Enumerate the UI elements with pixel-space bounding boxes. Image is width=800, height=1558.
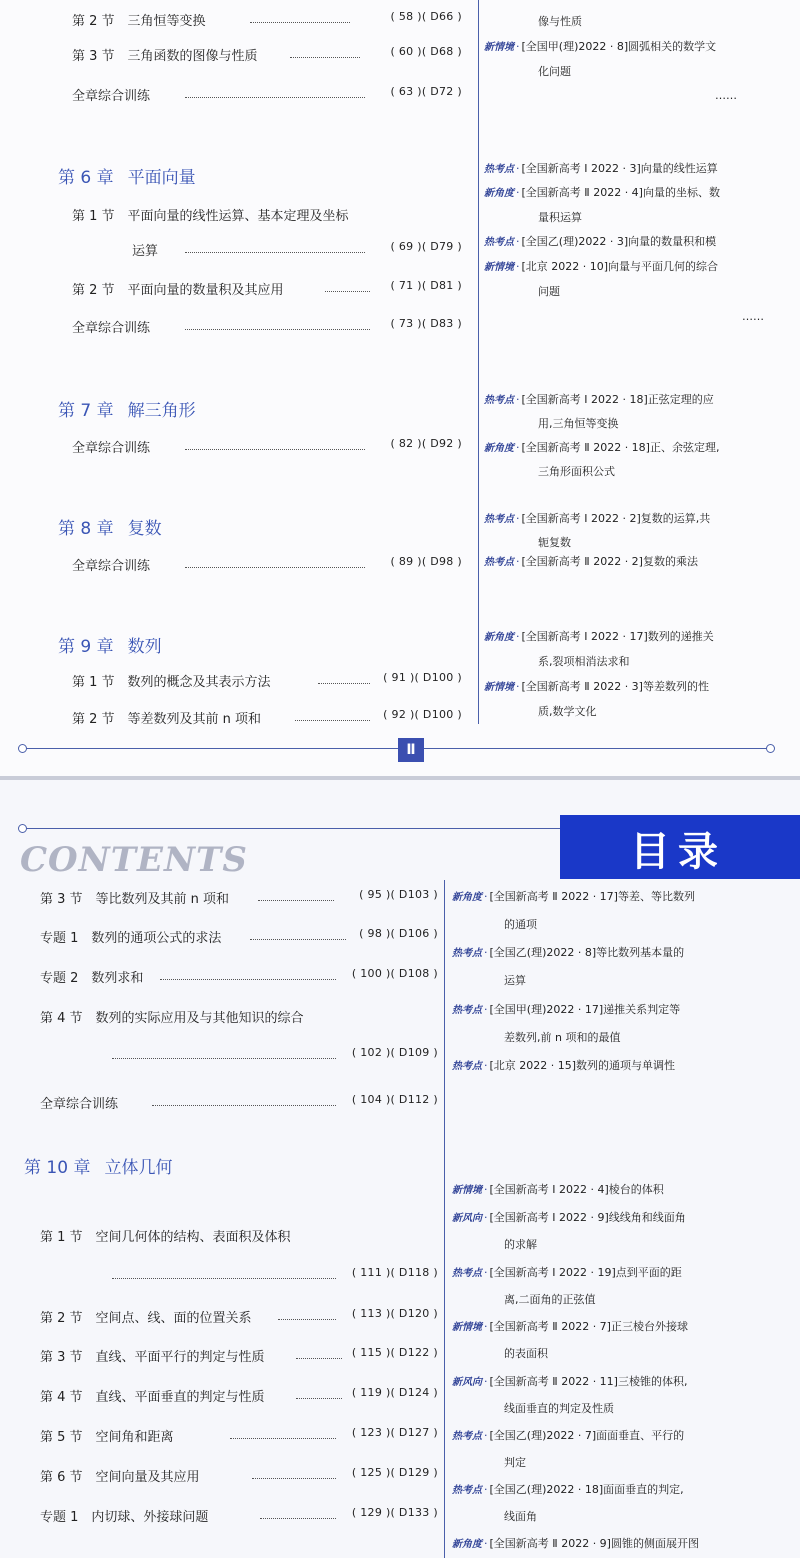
dot-leader bbox=[112, 1278, 336, 1279]
entry-pages: ( 63 )( D72 ) bbox=[390, 85, 462, 98]
tag-new-scene: 新情境 bbox=[484, 262, 514, 273]
entry-label: 第 3 节 等比数列及其前 n 项和 bbox=[40, 892, 230, 907]
exam-note: 像与性质 bbox=[538, 15, 582, 28]
chapter-title: 立体几何 bbox=[104, 1158, 173, 1178]
header-rule bbox=[22, 828, 578, 829]
dot-leader bbox=[296, 1398, 342, 1399]
tag-new-angle: 新角度 bbox=[452, 892, 482, 903]
exam-note: 三角形面积公式 bbox=[538, 465, 615, 478]
entry-label: 专题 1 内切球、外接球问题 bbox=[40, 1510, 209, 1525]
toc-entry[interactable] bbox=[0, 1466, 470, 1488]
chapter-number: 第 9 章 bbox=[58, 637, 114, 657]
tag-new-scene: 新情境 bbox=[452, 1322, 482, 1333]
toc-entry[interactable] bbox=[0, 317, 470, 339]
entry-pages: ( 89 )( D98 ) bbox=[390, 555, 462, 568]
column-divider bbox=[478, 0, 479, 724]
exam-note: 化问题 bbox=[538, 65, 571, 78]
entry-label: 第 1 节 平面向量的线性运算、基本定理及坐标 bbox=[72, 209, 349, 224]
exam-note: …… bbox=[715, 89, 737, 102]
exam-note: 线面垂直的判定及性质 bbox=[504, 1402, 614, 1415]
entry-pages: ( 60 )( D68 ) bbox=[390, 45, 462, 58]
exam-note: 热考点 · [全国乙(理)2022 · 8]等比数列基本量的 bbox=[452, 946, 685, 959]
exam-note: 新风向 · [全国新高考 Ⅱ 2022 · 11]三棱锥的体积, bbox=[452, 1375, 688, 1388]
toc-entry[interactable] bbox=[0, 279, 470, 301]
exam-note: 线面角 bbox=[504, 1510, 537, 1523]
tag-new-wind: 新风向 bbox=[452, 1213, 482, 1224]
chapter-title: 平面向量 bbox=[127, 168, 196, 188]
entry-pages: ( 115 )( D122 ) bbox=[351, 1346, 438, 1359]
tag-hot: 热考点 bbox=[484, 514, 514, 525]
toc-entry[interactable] bbox=[0, 1007, 470, 1029]
entry-pages: ( 71 )( D81 ) bbox=[390, 279, 462, 292]
toc-entry[interactable] bbox=[0, 1266, 470, 1288]
exam-note: 热考点 · [全国新高考 Ⅰ 2022 · 3]向量的线性运算 bbox=[484, 162, 718, 175]
entry-pages: ( 102 )( D109 ) bbox=[351, 1046, 438, 1059]
exam-note: 热考点 · [全国乙(理)2022 · 18]面面垂直的判定, bbox=[452, 1483, 684, 1496]
entry-pages: ( 73 )( D83 ) bbox=[390, 317, 462, 330]
toc-entry[interactable] bbox=[0, 1426, 470, 1448]
dot-leader bbox=[230, 1438, 336, 1439]
chapter-title: 数列 bbox=[127, 637, 162, 657]
chapter-heading[interactable] bbox=[58, 396, 196, 421]
toc-entry[interactable] bbox=[0, 671, 470, 693]
entry-label: 第 2 节 平面向量的数量积及其应用 bbox=[72, 283, 284, 298]
toc-entry[interactable] bbox=[0, 555, 470, 577]
banner-title: 目录 bbox=[630, 829, 726, 875]
toc-entry[interactable] bbox=[0, 85, 470, 107]
toc-page-bottom bbox=[0, 780, 800, 1558]
exam-note: 的通项 bbox=[504, 918, 537, 931]
toc-entry[interactable] bbox=[0, 1093, 470, 1115]
tag-new-angle: 新角度 bbox=[484, 443, 514, 454]
dot-leader bbox=[160, 979, 336, 980]
exam-note: 差数列,前 n 项和的最值 bbox=[504, 1031, 621, 1044]
entry-pages: ( 95 )( D103 ) bbox=[359, 888, 438, 901]
entry-label: 第 1 节 空间几何体的结构、表面积及体积 bbox=[40, 1230, 291, 1245]
toc-entry[interactable] bbox=[0, 1506, 470, 1528]
chapter-heading[interactable] bbox=[58, 163, 196, 188]
dot-leader bbox=[325, 291, 370, 292]
entry-label: 全章综合训练 bbox=[40, 1097, 119, 1112]
toc-entry[interactable] bbox=[0, 1046, 470, 1068]
entry-pages: ( 100 )( D108 ) bbox=[351, 967, 438, 980]
exam-note: 新风向 · [全国新高考 Ⅰ 2022 · 9]线线角和线面角 bbox=[452, 1211, 686, 1224]
dot-leader bbox=[258, 900, 334, 901]
toc-entry[interactable] bbox=[0, 437, 470, 459]
exam-note: 热考点 · [全国新高考 Ⅰ 2022 · 19]点到平面的距 bbox=[452, 1266, 682, 1279]
dot-leader bbox=[185, 97, 365, 98]
tag-new-wind: 新风向 bbox=[452, 1377, 482, 1388]
entry-label: 全章综合训练 bbox=[72, 441, 151, 456]
exam-note: 的求解 bbox=[504, 1238, 537, 1251]
dot-leader bbox=[185, 329, 370, 330]
dot-leader bbox=[185, 449, 365, 450]
chapter-heading[interactable] bbox=[58, 632, 162, 657]
exam-note: 热考点 · [全国甲(理)2022 · 17]递推关系判定等 bbox=[452, 1003, 681, 1016]
tag-new-scene: 新情境 bbox=[484, 42, 514, 53]
dot-leader bbox=[250, 939, 346, 940]
toc-entry[interactable] bbox=[0, 927, 470, 949]
exam-note: 质,数学文化 bbox=[538, 705, 597, 718]
toc-entry[interactable] bbox=[0, 240, 470, 262]
exam-note: 离,二面角的正弦值 bbox=[504, 1293, 596, 1306]
dot-leader bbox=[295, 720, 370, 721]
toc-entry[interactable] bbox=[0, 888, 470, 910]
chapter-number: 第 6 章 bbox=[58, 168, 114, 188]
entry-pages: ( 113 )( D120 ) bbox=[351, 1307, 438, 1320]
entry-label: 专题 2 数列求和 bbox=[40, 971, 144, 986]
exam-note: 新情境 · [全国新高考 Ⅰ 2022 · 4]棱台的体积 bbox=[452, 1183, 664, 1196]
exam-note: 量积运算 bbox=[538, 211, 582, 224]
tag-new-scene: 新情境 bbox=[452, 1185, 482, 1196]
tag-hot: 热考点 bbox=[452, 1061, 482, 1072]
rule-end-ring bbox=[18, 744, 27, 753]
exam-note: 轭复数 bbox=[538, 536, 571, 549]
chapter-number: 第 10 章 bbox=[24, 1158, 91, 1178]
entry-pages: ( 82 )( D92 ) bbox=[390, 437, 462, 450]
chapter-heading[interactable] bbox=[24, 1153, 172, 1178]
exam-note: 热考点 · [全国新高考 Ⅰ 2022 · 18]正弦定理的应 bbox=[484, 393, 714, 406]
entry-pages: ( 92 )( D100 ) bbox=[383, 708, 462, 721]
toc-entry[interactable] bbox=[0, 1226, 470, 1248]
entry-label: 第 2 节 三角恒等变换 bbox=[72, 14, 206, 29]
entry-pages: ( 123 )( D127 ) bbox=[351, 1426, 438, 1439]
exam-note: 热考点 · [全国新高考 Ⅱ 2022 · 2]复数的乘法 bbox=[484, 555, 698, 568]
dot-leader bbox=[260, 1518, 336, 1519]
exam-note: 热考点 · [北京 2022 · 15]数列的通项与单调性 bbox=[452, 1059, 676, 1072]
entry-label: 全章综合训练 bbox=[72, 559, 151, 574]
tag-hot: 热考点 bbox=[452, 1485, 482, 1496]
exam-note: 问题 bbox=[538, 285, 560, 298]
exam-note: 新情境 · [全国甲(理)2022 · 8]圆弧相关的数学文 bbox=[484, 40, 717, 53]
entry-pages: ( 98 )( D106 ) bbox=[359, 927, 438, 940]
dot-leader bbox=[152, 1105, 336, 1106]
entry-label: 第 4 节 直线、平面垂直的判定与性质 bbox=[40, 1390, 265, 1405]
tag-hot: 热考点 bbox=[452, 1431, 482, 1442]
toc-entry[interactable] bbox=[0, 1307, 470, 1329]
dot-leader bbox=[250, 22, 350, 23]
tag-hot: 热考点 bbox=[484, 557, 514, 568]
entry-label: 第 2 节 等差数列及其前 n 项和 bbox=[72, 712, 262, 727]
exam-note: 热考点 · [全国乙(理)2022 · 3]向量的数量积和模 bbox=[484, 235, 717, 248]
entry-label: 第 2 节 空间点、线、面的位置关系 bbox=[40, 1311, 252, 1326]
exam-note: 新角度 · [全国新高考 Ⅱ 2022 · 4]向量的坐标、数 bbox=[484, 186, 720, 199]
entry-pages: ( 91 )( D100 ) bbox=[383, 671, 462, 684]
dot-leader bbox=[185, 567, 365, 568]
entry-pages: ( 129 )( D133 ) bbox=[351, 1506, 438, 1519]
dot-leader bbox=[290, 57, 360, 58]
chapter-heading[interactable] bbox=[58, 514, 162, 539]
entry-label: 全章综合训练 bbox=[72, 89, 151, 104]
exam-note: 热考点 · [全国乙(理)2022 · 7]面面垂直、平行的 bbox=[452, 1429, 685, 1442]
toc-entry[interactable] bbox=[0, 205, 470, 227]
toc-entry[interactable] bbox=[0, 1346, 470, 1368]
exam-note: 热考点 · [全国新高考 Ⅰ 2022 · 2]复数的运算,共 bbox=[484, 512, 711, 525]
chapter-number: 第 8 章 bbox=[58, 519, 114, 539]
entry-label: 第 3 节 直线、平面平行的判定与性质 bbox=[40, 1350, 265, 1365]
tag-hot: 热考点 bbox=[484, 395, 514, 406]
toc-entry[interactable] bbox=[0, 45, 470, 67]
dot-leader bbox=[185, 252, 365, 253]
entry-label: 第 3 节 三角函数的图像与性质 bbox=[72, 49, 258, 64]
entry-label: 全章综合训练 bbox=[72, 321, 151, 336]
tag-hot: 热考点 bbox=[452, 948, 482, 959]
dot-leader bbox=[278, 1319, 336, 1320]
dot-leader bbox=[112, 1058, 336, 1059]
exam-note: …… bbox=[742, 310, 764, 323]
exam-note: 新情境 · [北京 2022 · 10]向量与平面几何的综合 bbox=[484, 260, 719, 273]
page-number-badge: Ⅱ bbox=[398, 738, 424, 762]
entry-label: 第 4 节 数列的实际应用及与其他知识的综合 bbox=[40, 1011, 304, 1026]
entry-pages: ( 125 )( D129 ) bbox=[351, 1466, 438, 1479]
tag-hot: 热考点 bbox=[452, 1005, 482, 1016]
exam-note: 的表面积 bbox=[504, 1347, 548, 1360]
tag-new-angle: 新角度 bbox=[484, 632, 514, 643]
exam-note: 新角度 · [全国新高考 Ⅱ 2022 · 9]圆锥的侧面展开图 bbox=[452, 1537, 699, 1550]
entry-label: 专题 1 数列的通项公式的求法 bbox=[40, 931, 222, 946]
entry-label: 第 1 节 数列的概念及其表示方法 bbox=[72, 675, 271, 690]
toc-entry[interactable] bbox=[0, 967, 470, 989]
dot-leader bbox=[252, 1478, 336, 1479]
chapter-title: 复数 bbox=[127, 519, 162, 539]
entry-pages: ( 69 )( D79 ) bbox=[390, 240, 462, 253]
entry-label: 第 5 节 空间角和距离 bbox=[40, 1430, 174, 1445]
toc-entry[interactable] bbox=[0, 708, 470, 730]
entry-pages: ( 58 )( D66 ) bbox=[390, 10, 462, 23]
exam-note: 新情境 · [全国新高考 Ⅱ 2022 · 3]等差数列的性 bbox=[484, 680, 709, 693]
contents-word: CONTENTS bbox=[20, 840, 248, 880]
tag-hot: 热考点 bbox=[484, 164, 514, 175]
entry-pages: ( 104 )( D112 ) bbox=[351, 1093, 438, 1106]
tag-new-scene: 新情境 bbox=[484, 682, 514, 693]
dot-leader bbox=[296, 1358, 342, 1359]
exam-note: 判定 bbox=[504, 1456, 526, 1469]
rule-end-ring bbox=[766, 744, 775, 753]
chapter-number: 第 7 章 bbox=[58, 401, 114, 421]
toc-entry[interactable] bbox=[0, 1386, 470, 1408]
tag-new-angle: 新角度 bbox=[452, 1539, 482, 1550]
tag-hot: 热考点 bbox=[452, 1268, 482, 1279]
toc-entry[interactable] bbox=[0, 10, 470, 32]
exam-note: 系,裂项相消法求和 bbox=[538, 655, 630, 668]
exam-note: 新角度 · [全国新高考 Ⅰ 2022 · 17]数列的递推关 bbox=[484, 630, 714, 643]
exam-note: 用,三角恒等变换 bbox=[538, 417, 619, 430]
toc-page-top bbox=[0, 0, 800, 778]
chapter-title: 解三角形 bbox=[127, 401, 196, 421]
tag-new-angle: 新角度 bbox=[484, 188, 514, 199]
rule-end-ring bbox=[18, 824, 27, 833]
entry-label: 第 6 节 空间向量及其应用 bbox=[40, 1470, 200, 1485]
tag-hot: 热考点 bbox=[484, 237, 514, 248]
exam-note: 新角度 · [全国新高考 Ⅱ 2022 · 18]正、余弦定理, bbox=[484, 441, 720, 454]
entry-pages: ( 119 )( D124 ) bbox=[351, 1386, 438, 1399]
dot-leader bbox=[318, 683, 370, 684]
exam-note: 新角度 · [全国新高考 Ⅱ 2022 · 17]等差、等比数列 bbox=[452, 890, 695, 903]
exam-note: 运算 bbox=[504, 974, 526, 987]
entry-pages: ( 111 )( D118 ) bbox=[351, 1266, 438, 1279]
exam-note: 新情境 · [全国新高考 Ⅱ 2022 · 7]正三棱台外接球 bbox=[452, 1320, 688, 1333]
entry-label: 运算 bbox=[132, 244, 159, 259]
